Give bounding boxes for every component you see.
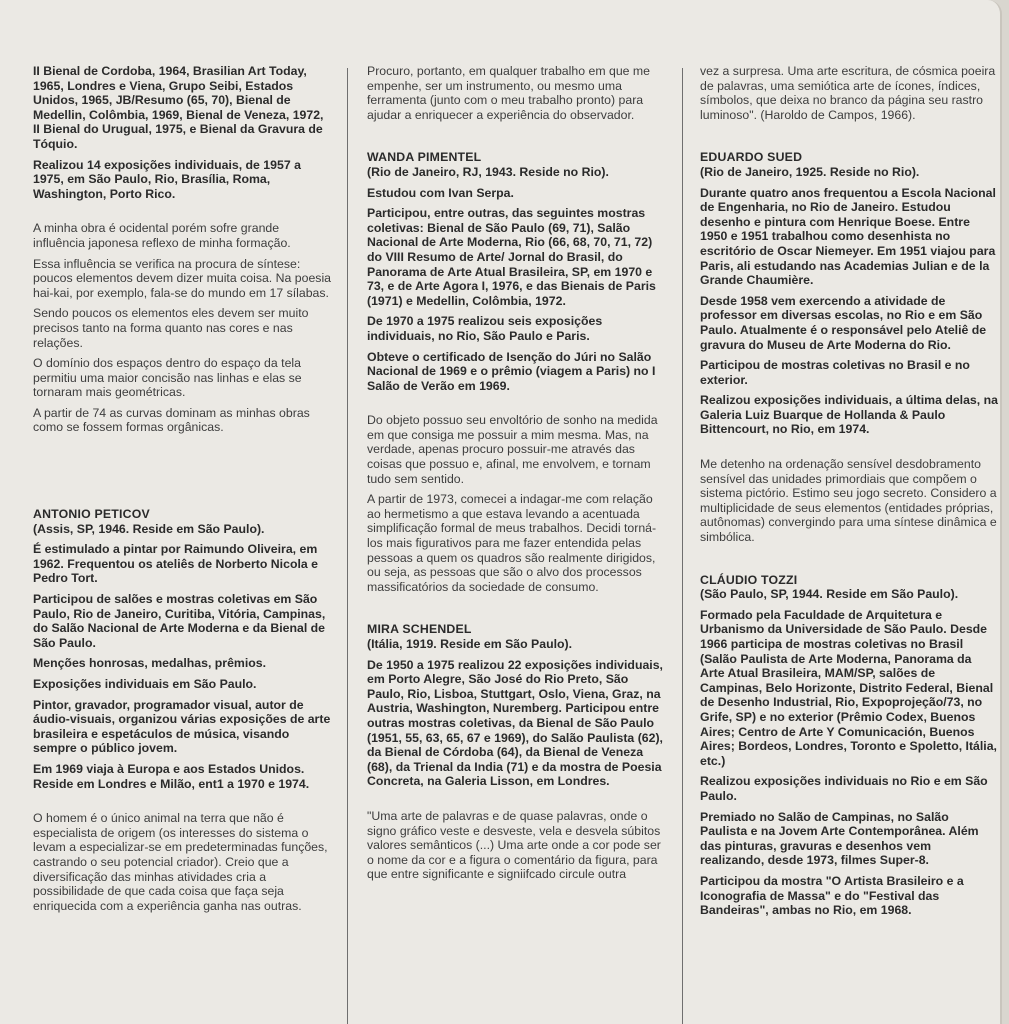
bio-paragraph: Premiado no Salão de Campinas, no Salão Paulista e na Jovem Arte Contemporânea. Além das pinturas, gravuras e desenhos vem realizando, desde 1973, filmes Super-8.: [700, 809, 979, 868]
quote-paragraph: O domínio dos espaços dentro do espaço da tela permitiu uma maior concisão nas linhas e elas se tornaram mais geométricas.: [33, 356, 302, 400]
artist-origin: (Rio de Janeiro, RJ, 1943. Reside no Rio).: [367, 164, 609, 179]
critic-quote-continued: vez a surpresa. Uma arte escritura, de cósmica poeira de palavras, uma semiótica arte de ícones, índices, símbolos, que deixa no branco da página seu rastro luminoso". (Haroldo de Campos, 1966).: [700, 64, 996, 122]
artist-origin: (Assis, SP, 1946. Reside em São Paulo).: [33, 521, 265, 536]
intro-paragraph: Realizou 14 exposições individuais, de 1957 a 1975, em São Paulo, Rio, Brasília, Roma, Washington, Porto Rico.: [33, 157, 301, 201]
bio-paragraph: Obteve o certificado de Isenção do Júri no Salão Nacional de 1969 e o prêmio (viagem a Paris) no I Salão de Verão em 1969.: [367, 349, 656, 393]
artist-origin: (Itália, 1919. Reside em São Paulo).: [367, 637, 573, 651]
statement-paragraph: Do objeto possuo seu envoltório de sonho na medida em que consiga me possuir a mim mesma. Mas, na verdade, apenas procuro possuir-me através das coisas que possuo e, afinal, me envolvem, e tornam tudo sem sentido.: [367, 413, 658, 486]
column-2: [367, 64, 665, 888]
intro-paragraph: II Bienal de Cordoba, 1964, Brasilian Art Today, 1965, Londres e Viena, Grupo Seibi, Estados Unidos, 1965, JB/Resumo (65, 70), Bienal de Medellin, Colômbia, 1969, Bienal de Veneza, 1972, II Bienal do Urugual, 1975, e Bienal da Gravura de Tóquio.: [33, 64, 324, 151]
statement-paragraph: O homem é o único animal na terra que não é especialista de origem (os interesses do sistema o levam a especializar-se em predeterminadas funções, castrando o seu potencial criador). Creio que a diversificação das minhas atividades cria a possibilidade de que cada coisa que faça seja enriquecida com a experiência ganha nas outras.: [33, 811, 328, 913]
bio-paragraph: Participou de salões e mostras coletivas em São Paulo, Rio de Janeiro, Curitiba, Vitória, Campinas, do Salão Nacional de Arte Moderna e da Bienal de São Paulo.: [33, 592, 326, 650]
quote-paragraph: Sendo poucos os elementos eles devem ser muito precisos tanto na forma quanto nas cores e nas relações.: [33, 306, 309, 350]
statement-paragraph: Procuro, portanto, em qualquer trabalho em que me empenhe, ser um instrumento, ou mesmo uma ferramenta (junto com o meu trabalho pronto) para ajudar a enriquecer a experiência do observador.: [367, 64, 650, 122]
bio-paragraph: Realizou exposições individuais no Rio e em São Paulo.: [700, 774, 988, 803]
bio-paragraph: É estimulado a pintar por Raimundo Oliveira, em 1962. Frequentou os ateliês de Norberto Nicola e Pedro Tort.: [33, 542, 318, 586]
bio-paragraph: Participou da mostra "O Artista Brasileiro e a Iconografia de Massa" e do "Festival das Bandeiras", ambas no Rio, em 1968.: [700, 873, 964, 918]
artist-name: CLÁUDIO TOZZI: [700, 572, 798, 587]
artist-origin: (São Paulo, SP, 1944. Reside em São Paulo).: [700, 587, 959, 602]
bio-paragraph: Realizou exposições individuais, a última delas, na Galeria Luiz Buarque de Hollanda & Paulo Bittencourt, no Rio, em 1974.: [700, 393, 998, 437]
bio-paragraph: Participou de mostras coletivas no Brasil e no exterior.: [700, 358, 970, 387]
critic-quote: "Uma arte de palavras e de quase palavras, onde o signo gráfico veste e desveste, vela e desvela súbitos valores semânticos (...) Uma arte onde a cor pode ser o nome da cor e a figura o comentário da figura, para que entre significante e signiifcado circule outra: [367, 808, 661, 882]
bio-paragraph: Estudou com Ivan Serpa.: [367, 185, 514, 200]
bio-paragraph: De 1950 a 1975 realizou 22 exposições individuais, em Porto Alegre, São José do Rio Preto, São Paulo, Rio, Lisboa, Stuttgart, Oslo, Viena, Graz, na Austria, Washington, Nuremberg. Participou entre outras mostras coletivas, da Bienal de São Paulo (1951, 55, 63, 65, 67 e 1969), do Salão Paulista (62), da Bienal de Córdoba (64), da Bienal de Veneza (68), da Trienal da India (71) e da mostra de Poesia Concreta, na Galeria Lisson, em Londres.: [367, 657, 663, 789]
column-1: [33, 64, 331, 919]
column-divider-2: [682, 68, 683, 1024]
bio-paragraph: Em 1969 viaja à Europa e aos Estados Unidos. Reside em Londres e Milão, ent1 a 1970 e 1974.: [33, 761, 310, 791]
bio-paragraph: Durante quatro anos frequentou a Escola Nacional de Engenharia, no Rio de Janeiro. Estudou desenho e pintura com Henrique Boese. Entre 1950 e 1951 trabalhou como desenhista no escritório de Oscar Niemeyer. Em 1951 viajou para Paris, ali estudando nas Academias Julian e de la Grande Chaumière.: [700, 185, 996, 288]
statement-paragraph: Me detenho na ordenação sensível desdobramento sensível das unidades primordiais que compõem o sistema pictório. Estimo seu jogo secreto. Considero a multiplicidade de seus elementos (entidades próprias, autônomas) convergindo para uma síntese dinâmica e simbólica.: [700, 457, 997, 545]
column-3: [700, 64, 998, 924]
artist-origin: (Rio de Janeiro, 1925. Reside no Rio).: [700, 164, 920, 179]
artist-name: ANTONIO PETICOV: [33, 507, 150, 522]
artist-name: EDUARDO SUED: [700, 150, 803, 165]
bio-paragraph: Formado pela Faculdade de Arquitetura e Urbanismo da Universidade de São Paulo. Desde 1966 participa de mostras coletivas no Brasil (Salão Paulista de Arte Moderna, Panorama da Arte Atual Brasileira, MAM/SP, salões de Campinas, Belo Horizonte, Distrito Federal, Bienal de Desenho Industrial, Rio, Expoprojeção/73, no Grife, SP) e no exterior (Prêmio Codex, Buenos Aires; Centro de Arte Y Comunicación, Buenos Aires; Bordeos, Londres, Toronto e Spoletto, Itália, etc.): [700, 607, 997, 768]
artist-name: MIRA SCHENDEL: [367, 622, 472, 637]
bio-paragraph: Exposições individuais em São Paulo.: [33, 677, 257, 691]
statement-paragraph: A partir de 1973, comecei a indagar-me com relação ao hermetismo a que estava levando a acentuada simplificação formal de meus trabalhos. Decidi torná-los mais figurativos para me fazer entendida pelas pessoas a quem os quadros são realmente dirigidos, ou seja, as pessoas que são o alvo dos processos massificatórios da sociedade de consumo.: [367, 492, 657, 594]
quote-paragraph: A partir de 74 as curvas dominam as minhas obras como se fossem formas orgânicas.: [33, 405, 310, 435]
quote-paragraph: Essa influência se verifica na procura de síntese: poucos elementos devem dizer muita coisa. Na poesia hai-kai, por exemplo, fala-se do mundo em 17 sílabas.: [33, 256, 332, 300]
bio-paragraph: Desde 1958 vem exercendo a atividade de professor em diversas escolas, no Rio e em São Paulo. Atualmente é o responsável pelo Ateliê de gravura do Museu de Arte Moderna do Rio.: [700, 293, 987, 352]
quote-paragraph: A minha obra é ocidental porém sofre grande influência japonesa reflexo de minha formação.: [33, 221, 291, 250]
bio-paragraph: De 1970 a 1975 realizou seis exposições individuais, no Rio, São Paulo e Paris.: [367, 314, 603, 343]
bio-paragraph: Menções honrosas, medalhas, prêmios.: [33, 656, 267, 671]
bio-paragraph: Participou, entre outras, das seguintes mostras coletivas: Bienal de São Paulo (69, 71), Salão Nacional de Arte Moderna, Rio (66, 68, 70, 71, 72) do VIII Resumo de Arte/ Jornal do Brasil, do Panorama de Arte Atual Brasileira, SP, em 1970 e 73, e de Arte Agora I, 1976, e das Bienais de Paris (1971) e Medellin, Colômbia, 1972.: [367, 206, 656, 308]
artist-name: WANDA PIMENTEL: [367, 150, 482, 165]
column-divider-1: [347, 68, 348, 1024]
bio-paragraph: Pintor, gravador, programador visual, autor de áudio-visuais, organizou várias exposições de arte brasileira e espetáculos de música, visando sempre o público jovem.: [33, 697, 331, 756]
